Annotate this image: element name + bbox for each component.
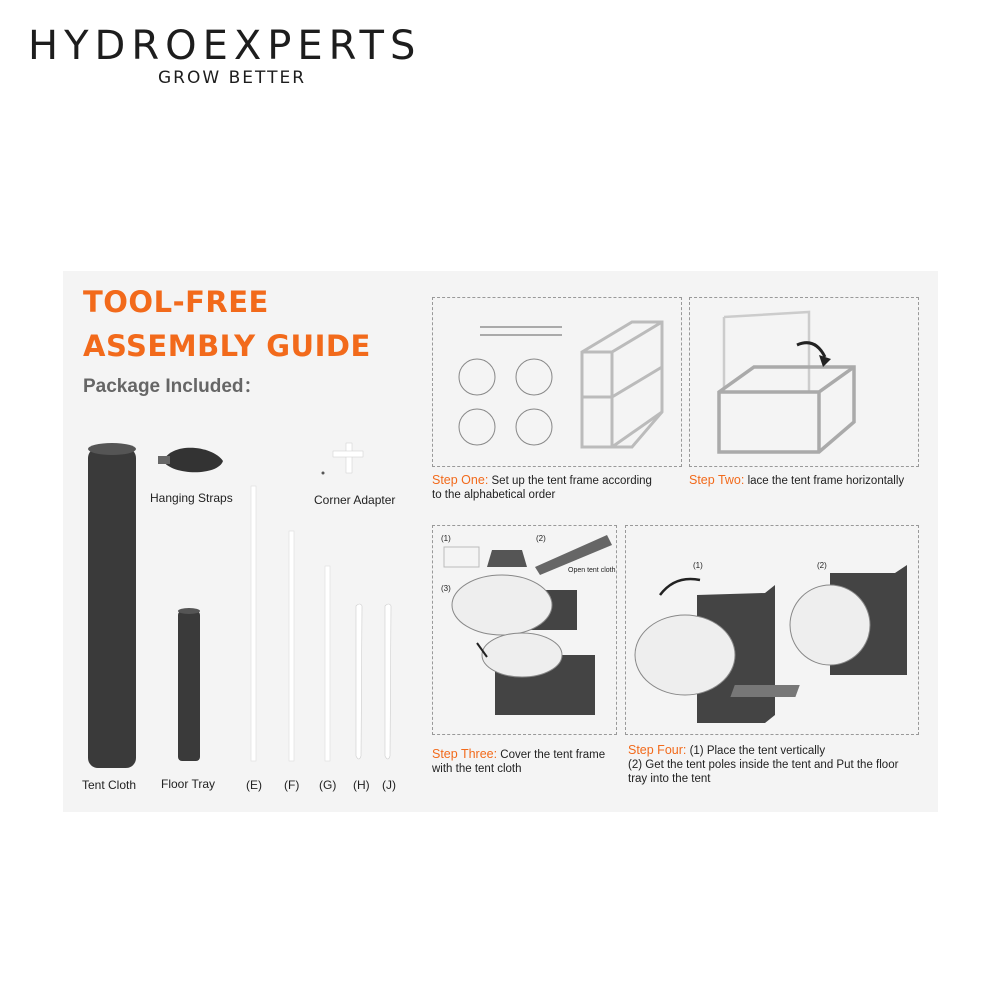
- step-four-sub1: (1): [693, 561, 703, 570]
- label-hanging-straps: Hanging Straps: [150, 491, 233, 505]
- open-tent-cloth-label: Open tent cloth: [568, 567, 616, 574]
- pole-h: [356, 604, 362, 759]
- step-four-text2: (2) Get the tent poles inside the tent and Put the floor: [628, 759, 899, 771]
- label-pole-e: (E): [246, 778, 262, 792]
- floor-tray-roll: [178, 611, 200, 761]
- step-one-text: Set up the tent frame according: [491, 475, 652, 487]
- label-floor-tray: Floor Tray: [161, 777, 216, 791]
- step-one-text2: to the alphabetical order: [432, 489, 556, 501]
- brand-logo: [28, 22, 458, 92]
- step-two-label: Step Two:: [689, 473, 745, 487]
- brand-tagline: GROW BETTER: [158, 68, 307, 88]
- step-three-text2: with the tent cloth: [432, 763, 522, 775]
- brand-name: HYDROEXPERTS: [28, 23, 422, 69]
- step-four-label: Step Four:: [628, 743, 687, 757]
- step-three-sub1: (1): [441, 534, 451, 543]
- pole-f: [289, 531, 294, 761]
- label-pole-f: (F): [284, 778, 300, 792]
- step-one-label: Step One:: [432, 473, 489, 487]
- step-two-caption: [689, 473, 904, 488]
- step-three-cover-diagram: [432, 525, 617, 735]
- step-three-label: Step Three:: [432, 747, 498, 761]
- step-two-frame-diagram: [689, 297, 919, 467]
- package-heading: Package Included：: [83, 376, 263, 397]
- step-four-text: (1) Place the tent vertically: [689, 745, 826, 757]
- package-items-illustration: [63, 421, 403, 761]
- label-corner-adapter: Corner Adapter: [314, 493, 396, 507]
- step-one-frame-diagram: [432, 297, 682, 467]
- guide-title-line1: TOOL-FREE: [83, 285, 269, 319]
- step-three-caption: [432, 747, 605, 776]
- step-four-sub2: (2): [817, 561, 827, 570]
- label-pole-j: (J): [382, 778, 396, 792]
- step-four-place-diagram: [625, 525, 919, 735]
- hanging-straps-icon: [163, 448, 223, 472]
- pole-g: [325, 566, 330, 761]
- step-four-caption: [628, 743, 898, 786]
- tent-cloth-roll: [88, 448, 136, 768]
- step-two-text: lace the tent frame horizontally: [747, 475, 905, 487]
- pole-e: [251, 486, 256, 761]
- label-pole-h: (H): [353, 778, 370, 792]
- pole-j: [385, 604, 391, 759]
- label-pole-g: (G): [319, 778, 337, 792]
- step-three-sub2: (2): [536, 534, 546, 543]
- step-one-caption: [432, 473, 652, 502]
- label-tent-cloth: Tent Cloth: [82, 778, 137, 792]
- step-three-sub3: (3): [441, 584, 451, 593]
- corner-adapter-icon: [322, 443, 364, 475]
- step-three-text: Cover the tent frame: [500, 749, 606, 761]
- assembly-guide-panel: [63, 271, 938, 812]
- step-four-text3: tray into the tent: [628, 773, 711, 785]
- guide-title-line2: ASSEMBLY GUIDE: [83, 329, 371, 363]
